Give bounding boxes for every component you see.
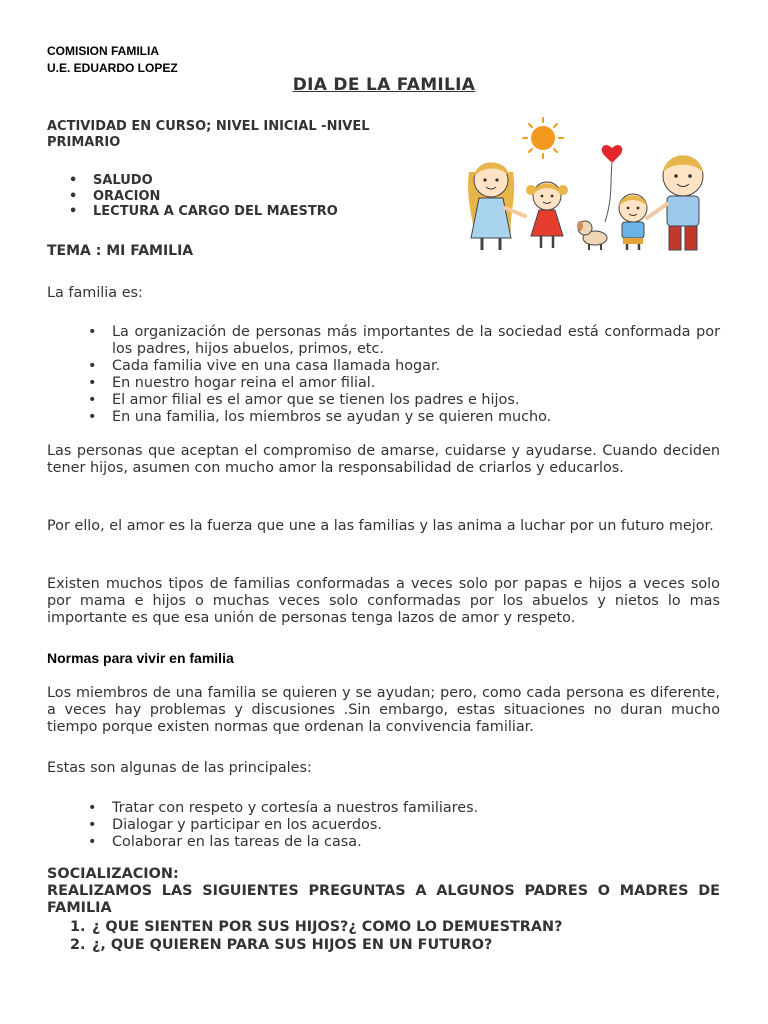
- paragraph: Las personas que aceptan el compromiso de amarse, cuidarse y ayudarse. Cuando deciden tener hijos, asumen con mucho amor la responsabilidad de criarlos y educarlos.: [47, 443, 720, 476]
- list-item: • El amor filial es el amor que se tienen los padres e hijos.: [88, 392, 520, 408]
- list-item: • Cada familia vive en una casa llamada hogar.: [88, 358, 441, 374]
- bullet-icon: •: [88, 392, 97, 408]
- list-item: • ORACION: [69, 188, 161, 204]
- activity-heading: ACTIVIDAD EN CURSO; NIVEL INICIAL -NIVEL PRIMARIO: [47, 119, 370, 150]
- header-school: U.E. EDUARDO LOPEZ: [47, 61, 178, 75]
- bullet-icon: •: [88, 409, 97, 425]
- socializacion-block: [47, 866, 720, 917]
- dog-icon: [577, 221, 607, 250]
- bullet-icon: •: [88, 358, 97, 374]
- bullet-icon: •: [69, 204, 78, 219]
- family-intro: La familia es:: [47, 285, 143, 301]
- bullet-icon: •: [69, 173, 78, 188]
- list-item: • La organización de personas más importantes de la sociedad está conformada por los padres, hijos abuelos, primos, etc.: [88, 324, 720, 357]
- family-list: [88, 324, 720, 426]
- paragraph: Por ello, el amor es la fuerza que une a las familias y las anima a luchar por un futuro mejor.: [47, 518, 714, 534]
- list-item: • SALUDO: [69, 173, 153, 188]
- family-illustration: [455, 112, 725, 257]
- mother-figure: [468, 163, 525, 251]
- paragraph: Existen muchos tipos de familias conformadas a veces solo por papas e hijos a veces solo por mama e hijos o muchas veces solo conformadas por los abuelos y nietos lo mas importante es que esa unión de personas tenga lazos de amor y respeto.: [47, 576, 720, 626]
- question-item: 1. ¿ QUE SIENTEN POR SUS HIJOS?¿ COMO LO DEMUESTRAN?: [70, 919, 563, 935]
- page-title: DIA DE LA FAMILIA: [292, 75, 476, 95]
- list-item: • En nuestro hogar reina el amor filial.: [88, 375, 376, 391]
- list-item: • Dialogar y participar en los acuerdos.: [88, 817, 382, 833]
- bullet-icon: •: [88, 324, 97, 340]
- sun-icon: [523, 118, 563, 158]
- bullet-icon: •: [88, 375, 97, 391]
- normas-paragraph: Los miembros de una familia se quieren y se ayudan; pero, como cada persona es diferente, a veces hay problemas y discusiones .Sin embargo, estas situaciones no duran mucho tiempo porque existen normas que ordenan la convivencia familiar.: [47, 685, 720, 735]
- bullet-icon: •: [69, 188, 78, 204]
- socializacion-title: SOCIALIZACION:: [47, 866, 179, 882]
- father-figure: [647, 156, 703, 251]
- tema-heading: TEMA : MI FAMILIA: [47, 243, 194, 259]
- list-item: • Colaborar en las tareas de la casa.: [88, 834, 362, 850]
- bullet-icon: •: [88, 817, 97, 833]
- list-item: • Tratar con respeto y cortesía a nuestros familiares.: [88, 800, 479, 816]
- bullet-icon: •: [88, 800, 97, 816]
- list-item: • LECTURA A CARGO DEL MAESTRO: [69, 204, 338, 219]
- girl-figure: [526, 182, 568, 248]
- questions-list: [70, 918, 562, 954]
- header-commission: COMISION FAMILIA: [47, 44, 159, 58]
- activity-list: [69, 173, 338, 220]
- socializacion-instruction: REALIZAMOS LAS SIGUIENTES PREGUNTAS A ALGUNOS PADRES O MADRES DE FAMILIA: [47, 883, 720, 916]
- principales-intro: Estas son algunas de las principales:: [47, 760, 312, 776]
- normas-list: [88, 800, 720, 851]
- list-item: • En una familia, los miembros se ayudan y se quieren mucho.: [88, 409, 552, 425]
- boy-figure: [619, 194, 647, 250]
- bullet-icon: •: [88, 834, 97, 850]
- question-item: 2. ¿, QUE QUIEREN PARA SUS HIJOS EN UN FUTURO?: [70, 937, 493, 953]
- normas-heading: Normas para vivir en familia: [47, 650, 234, 666]
